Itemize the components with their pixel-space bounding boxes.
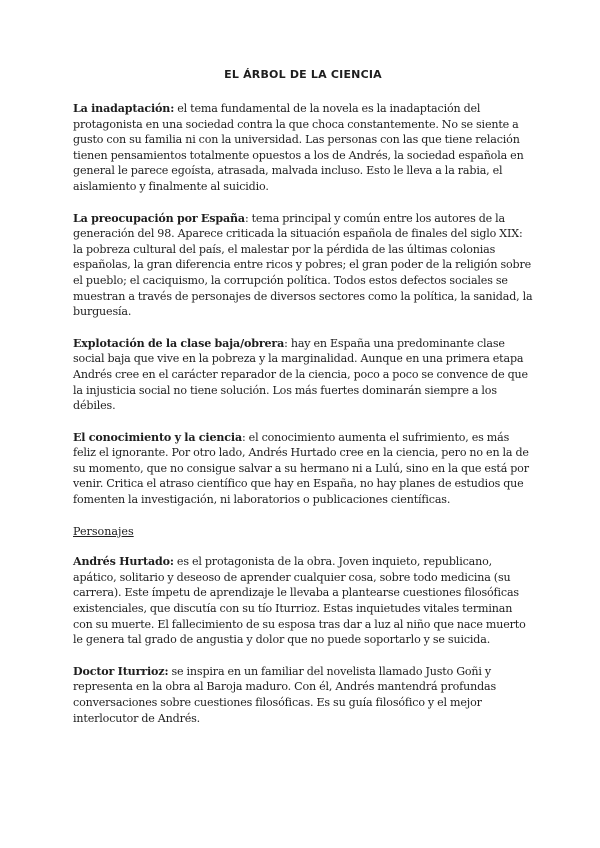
theme-paragraph-inadaptacion — [73, 101, 533, 195]
character-name: Andrés Hurtado: — [73, 555, 174, 569]
character-name: Doctor Iturrioz: — [73, 664, 169, 678]
theme-paragraph-espana — [73, 211, 533, 320]
theme-text: : hay en España una predominante clase social baja que vive en la pobreza y la marginalidad. Aunque en una primera etapa Andrés cree en el carácter reparador de la ciencia, poco a poco se convence de que la injusticia social no tiene solución. Los más fuertes dominarán siempre a los débiles. — [73, 336, 528, 413]
characters-heading: Personajes — [73, 524, 134, 538]
character-paragraph-andres — [73, 554, 533, 648]
document-title: EL ÁRBOL DE LA CIENCIA — [224, 68, 382, 81]
theme-term: El conocimiento y la ciencia — [73, 430, 243, 444]
theme-text: el tema fundamental de la novela es la inadaptación del protagonista en una sociedad contra la que choca constantemente. No se siente a gusto con su familia ni con la universidad. Las personas con las que tiene relación tienen pensamientos totalmente opuestos a los de Andrés, la sociedad española en general le parece egoísta, atrasada, malvada incluso. Esto le lleva a la rabia, el aislamiento y finalmente al suicidio. — [73, 102, 524, 193]
theme-text: : el conocimiento aumenta el sufrimiento, es más feliz el ignorante. Por otro lado, Andrés Hurtado cree en la ciencia, pero no en la de su momento, que no consigue salvar a su hermano ni a Lulú, sino en la que está por venir. Critica el atraso científico que hay en España, no hay planes de estudios que fomenten la investigación, ni laboratorios o publicaciones científicas. — [73, 430, 529, 507]
theme-term: La preocupación por España — [73, 211, 245, 225]
theme-text: : tema principal y común entre los autores de la generación del 98. Aparece criticada la situación española de finales del siglo XIX: la pobreza cultural del país, el malestar por la pérdida de las últimas colonias españolas, la gran diferencia entre ricos y pobres; el gran poder de la religión sobre el pueblo; el caciquismo, la corrupción política. Todos estos defectos sociales se muestran a través de personajes de diversos sectores como la política, la sanidad, la burguesía. — [73, 211, 533, 319]
theme-term: La inadaptación: — [73, 102, 175, 115]
document-page — [73, 60, 533, 742]
character-text: se inspira en un familiar del novelista llamado Justo Goñi y representa en la obra al Baroja maduro. Con él, Andrés mantendrá profundas conversaciones sobre cuestiones filosóficas. Es su guía filosófico y el mejor interlocutor de Andrés. — [73, 664, 497, 725]
theme-term: Explotación de la clase baja/obrera — [73, 336, 285, 350]
theme-paragraph-explotacion — [73, 336, 533, 414]
character-text: es el protagonista de la obra. Joven inquieto, republicano, apático, solitario y deseoso de aprender cualquier cosa, sobre todo medicina (su carrera). Este ímpetu de aprendizaje le llevaba a plantearse cuestiones filosóficas existenciales, que discutía con su tío Iturrioz. Estas inquietudes vitales terminan con su muerte. El fallecimiento de su esposa tras dar a luz al niño que nace muerto le genera tal grado de angustia y dolor que no puede soportarlo y se suicida. — [73, 555, 526, 647]
character-paragraph-iturrioz — [73, 664, 533, 726]
theme-paragraph-conocimiento — [73, 430, 533, 508]
